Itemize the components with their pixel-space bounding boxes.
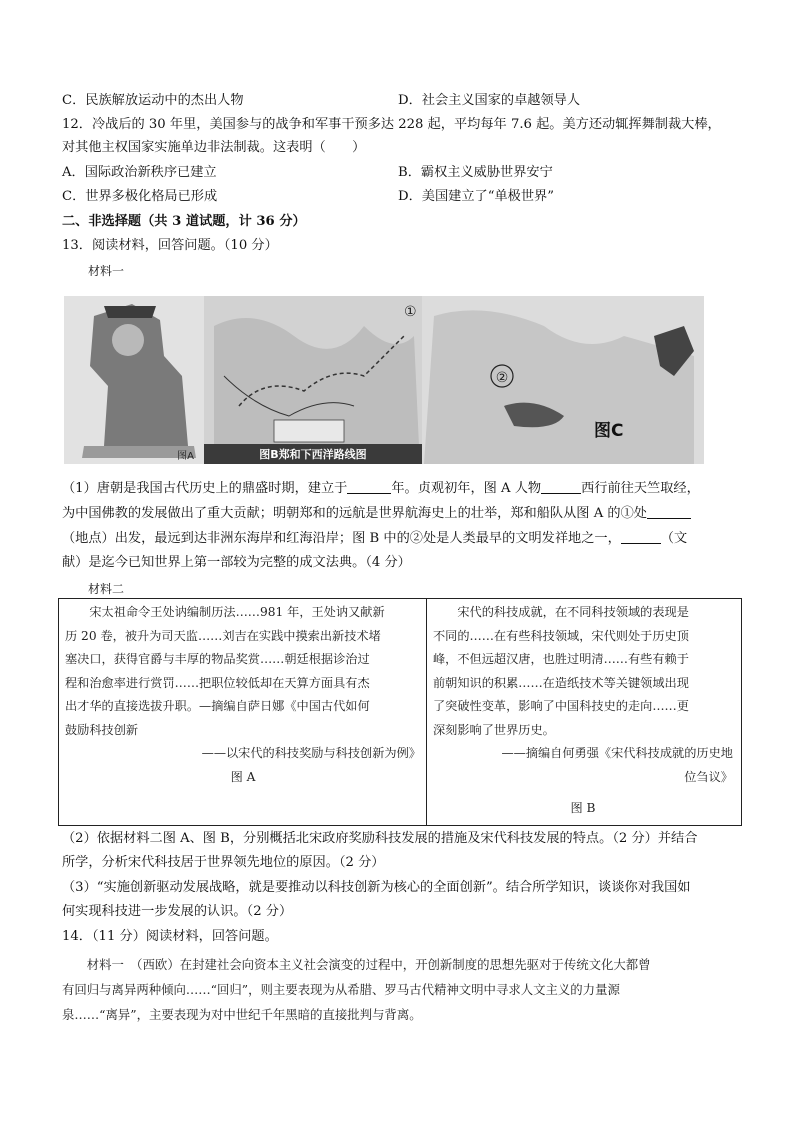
table-divider xyxy=(426,599,427,825)
q12-option-c: C．世界多极化格局已形成 xyxy=(62,189,218,204)
answer-blank-year[interactable] xyxy=(347,479,391,494)
left-cell-line: 塞决口，获得官爵与丰厚的物品奖赏……朝廷根据诊治过 xyxy=(65,652,370,666)
portrait-hat xyxy=(104,306,156,318)
fig-b-legend xyxy=(274,420,344,442)
right-cell-line: 峰，不但远超汉唐，也胜过明清……有些有赖于 xyxy=(433,652,689,666)
q13-part1-text-d: 为中国佛教的发展做出了重大贡献；明朝郑和的远航是世界航海史上的壮举，郑和船队从图 A 的①处 xyxy=(62,506,647,521)
q13-material2-label: 材料二 xyxy=(88,582,125,596)
q13-part2-line2: 所学，分析宋代科技居于世界领先地位的原因。（2 分） xyxy=(62,855,385,870)
q13-part1-line4: 献）是迄今已知世界上第一部较为完整的成文法典。（4 分） xyxy=(62,555,411,570)
right-cell-caption: 图 B xyxy=(570,801,596,815)
q12-option-d: D．美国建立了“单极世界” xyxy=(398,189,554,204)
q13-part2-line1: （2）依据材料二图 A、图 B，分别概括北宋政府奖励科技发展的措施及宋代科技发展的特点。（2 分）并结合 xyxy=(62,831,698,846)
q12-stem-line2: 对其他主权国家实施单边非法制裁。这表明（ ） xyxy=(62,140,366,155)
fig-b-title: 图B郑和下西洋路线图 xyxy=(259,448,367,461)
left-cell-line: 鼓励科技创新 xyxy=(65,722,139,737)
q12-option-b: B．霸权主义威胁世界安宁 xyxy=(398,165,553,180)
portrait-head xyxy=(112,324,144,356)
right-cell-citation: ——摘编自何勇强《宋代科技成就的历史地 xyxy=(501,746,733,760)
left-cell-citation: ——以宋代的科技奖励与科技创新为例》 xyxy=(201,746,421,760)
q11-option-c: C．民族解放运动中的杰出人物 xyxy=(62,93,244,108)
q13-intro: 13．阅读材料，回答问题。（10 分） xyxy=(62,238,278,253)
right-cell-line: 前朝知识的积累……在造纸技术等关键领域出现 xyxy=(433,675,689,690)
q13-part1-line2 xyxy=(62,503,691,525)
right-cell-line: 了突破性变革，影响了中国科技史的走向……更 xyxy=(433,699,689,713)
left-cell-line: 程和治愈率进行赏罚……把职位较低却在天算方面具有杰 xyxy=(65,675,370,690)
section-2-title: 二、非选择题（共 3 道试题，计 36 分） xyxy=(62,214,306,229)
left-cell-line: 宋太祖命令王处讷编制历法……981 年，王处讷又献新 xyxy=(65,605,385,619)
q14-intro: 14．（11 分）阅读材料，回答问题。 xyxy=(62,929,278,944)
material2-table xyxy=(58,598,742,826)
left-cell-line: 出才华的直接选拔升职。—摘编自萨日娜《中国古代如何 xyxy=(65,699,370,713)
q12-option-a: A．国际政治新秩序已建立 xyxy=(62,165,217,180)
left-cell-line: 历 20 卷，被升为司天监……刘吉在实践中摸索出新技术堵 xyxy=(65,628,381,643)
q13-material1-label: 材料一 xyxy=(88,264,125,278)
answer-blank-document[interactable] xyxy=(621,529,661,544)
q13-part3-line1: （3）“实施创新驱动发展战略，就是要推动以科技创新为核心的全面创新”。结合所学知识，谈谈你对我国如 xyxy=(62,880,691,895)
q13-part1-text-b: 年。贞观初年，图 A 人物 xyxy=(391,481,542,496)
q13-part1-text-e: （地点）出发，最远到达非洲东海岸和红海沿岸；图 B 中的②处是人类最早的文明发祥地之一， xyxy=(62,531,621,546)
right-cell-citation: 位刍议》 xyxy=(684,769,733,784)
fig-c-label: 图C xyxy=(594,421,624,441)
q13-part1-line3 xyxy=(62,528,687,550)
right-cell-line: 不同的……在有些科技领域，宋代则处于历史顶 xyxy=(433,628,689,643)
q13-part1-text-c: 西行前往天竺取经， xyxy=(581,481,700,496)
right-cell-line: 深刻影响了世界历史。 xyxy=(433,722,555,737)
left-cell-caption: 图 A xyxy=(230,769,256,784)
q14-material1-line3: 泉……“离异”，主要表现为对中世纪千年黑暗的直接批判与背离。 xyxy=(62,1007,422,1022)
answer-blank-person[interactable] xyxy=(541,479,581,494)
q11-option-d: D．社会主义国家的卓越领导人 xyxy=(398,93,581,108)
q13-part1-line1 xyxy=(62,478,700,500)
q13-part1-text-a: （1）唐朝是我国古代历史上的鼎盛时期，建立于 xyxy=(62,481,348,496)
material1-figure-svg xyxy=(64,296,704,464)
fig-a-label: 图A xyxy=(177,451,194,462)
right-cell xyxy=(433,601,733,821)
q14-material1-line2: 有回归与离异两种倾向……“回归”，则主要表现为从希腊、罗马古代精神文明中寻求人文主义的力量源 xyxy=(62,982,620,997)
right-cell-line: 宋代的科技成就，在不同科技领域的表现是 xyxy=(433,605,689,619)
map-marker-1: ① xyxy=(404,304,417,320)
material1-figure xyxy=(64,296,704,464)
q12-stem-line1: 12．冷战后的 30 年里，美国参与的战争和军事干预多达 228 起，平均每年 7.6 起。美方还动辄挥舞制裁大棒， xyxy=(62,117,721,132)
left-cell xyxy=(65,601,421,789)
q13-part1-text-f: （文 xyxy=(660,531,688,546)
map-marker-2: ② xyxy=(495,370,509,386)
q13-part3-line2: 何实现科技进一步发展的认识。（2 分） xyxy=(62,904,293,919)
answer-blank-place[interactable] xyxy=(647,504,691,519)
q14-material1-line1: 材料一 （西欧）在封建社会向资本主义社会演变的过程中，开创新制度的思想先驱对于传统文化大都曾 xyxy=(62,957,651,972)
